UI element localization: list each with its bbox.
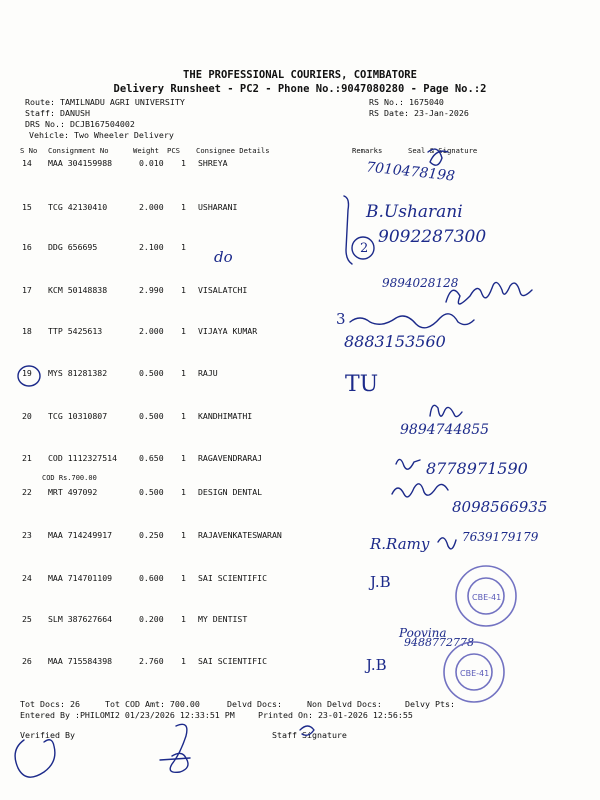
row-weight: 2.100 [139,242,164,252]
col-consignment: Consignment No [48,146,109,155]
signature-stroke [160,758,190,760]
row-consignment: MAA 714701109 [48,573,113,583]
signature-stroke [438,538,456,549]
delivered-docs: Delvd Docs: [227,699,282,709]
signature-stroke [396,459,420,469]
col-seal-signature: Seal & Signature [408,146,478,155]
row-weight: 0.200 [139,614,164,624]
row-consignee: VISALATCHI [198,285,248,295]
cod-amount-note: COD Rs.700.00 [42,474,97,482]
row-weight: 0.500 [139,487,164,497]
row-pcs: 1 [181,285,186,295]
handwritten-phone: 9488772778 [404,636,474,649]
col-sno: S No [20,146,38,155]
circle-stroke [18,366,40,386]
handwritten-phone: 9894744855 [400,422,490,438]
row-weight: 0.650 [139,453,164,463]
row-pcs: 1 [181,368,186,378]
row-consignee: MY DENTIST [198,614,248,624]
row-consignment: DDG 656695 [48,242,98,252]
staff-label: Staff: DANUSH [25,108,90,118]
staff-signature-label: Staff Signature [272,730,347,740]
signature-stroke [446,282,532,304]
rs-date: RS Date: 23-Jan-2026 [369,108,469,118]
handwritten-phone: 9894028128 [382,276,459,290]
signature-stroke [15,740,55,777]
handwritten-name: B.Usharani [366,202,463,222]
handwritten-phone: 7639179179 [462,530,539,544]
row-weight: 0.500 [139,411,164,421]
row-consignment: MRT 497092 [48,487,98,497]
handwritten-signature: TU [345,372,379,397]
company-title: THE PROFESSIONAL COURIERS, COIMBATORE [183,69,417,81]
row-consignment: MAA 714249917 [48,530,113,540]
row-consignment: SLM 387627664 [48,614,113,624]
row-consignment: MYS 81281382 [48,368,108,378]
row-consignee: RAJU [198,368,218,378]
handwritten-name: J.B [366,656,387,674]
row-pcs: 1 [181,158,186,168]
row-pcs: 1 [181,573,186,583]
total-cod-amount: Tot COD Amt: 700.00 [105,699,200,709]
verified-by-label: Verified By [20,730,75,740]
route-label: Route: TAMILNADU AGRI UNIVERSITY [25,97,185,107]
row-pcs: 1 [181,656,186,666]
handwritten-name: R.Ramy [370,535,430,553]
entered-by: Entered By :PHILOMI2 01/23/2026 12:33:51 PM [20,710,235,720]
row-sno: 26 [22,656,32,666]
total-docs: Tot Docs: 26 [20,699,80,709]
rs-number: RS No.: 1675040 [369,97,444,107]
row-consignee: USHARANI [198,202,238,212]
row-pcs: 1 [181,242,186,252]
row-weight: 2.000 [139,326,164,336]
row-pcs: 1 [181,326,186,336]
non-delivered-docs: Non Delvd Docs: [307,699,382,709]
signature-stroke [350,314,474,328]
row-pcs: 1 [181,411,186,421]
row-consignment: MAA 715584398 [48,656,113,666]
printed-on: Printed On: 23-01-2026 12:56:55 [258,710,413,720]
delivery-points: Delvy Pts: [405,699,455,709]
row-sno: 20 [22,411,32,421]
signature-stroke [300,726,314,735]
signature-stroke [428,149,448,165]
row-sno: 24 [22,573,32,583]
handwritten-name: Poovina [399,626,447,640]
col-remarks: Remarks [352,146,383,155]
row-weight: 0.010 [139,158,164,168]
row-consignee: VIJAYA KUMAR [198,326,258,336]
row-pcs: 1 [181,530,186,540]
runsheet-subtitle: Delivery Runsheet - PC2 - Phone No.:9047080280 - Page No.:2 [113,83,487,95]
row-sno: 23 [22,530,32,540]
row-weight: 2.760 [139,656,164,666]
row-sno: 25 [22,614,32,624]
row-consignment: COD 1112327514 [48,453,118,463]
row-weight: 0.250 [139,530,164,540]
handwritten-phone: 8883153560 [344,332,446,351]
row-weight: 0.600 [139,573,164,583]
row-sno: 15 [22,202,32,212]
row-consignee: RAGAVENDRARAJ [198,453,263,463]
row-consignment: TTP 5425613 [48,326,103,336]
row-consignment: KCM 50148838 [48,285,108,295]
row-weight: 0.500 [139,368,164,378]
col-pcs: PCS [167,146,180,155]
row-consignee: KANDHIMATHI [198,411,253,421]
row-consignment: TCG 10310807 [48,411,108,421]
row-consignee: DESIGN DENTAL [198,487,263,497]
drs-label: DRS No.: DCJB167504002 [25,119,135,129]
handwritten-phone: 9092287300 [378,227,487,247]
row-consignee: SAI SCIENTIFIC [198,573,268,583]
vehicle-label: Vehicle: Two Wheeler Delivery [29,130,174,140]
row-sno: 21 [22,453,32,463]
row-pcs: 1 [181,614,186,624]
row-pcs: 1 [181,202,186,212]
row-consignment: TCG 42130410 [48,202,108,212]
col-weight: Weight [133,146,159,155]
row-sno: 14 [22,158,32,168]
signature-stroke [430,405,462,416]
row-weight: 2.000 [139,202,164,212]
stamp-code: CBE-41 [472,593,502,602]
signature-stroke [170,724,188,772]
circled-number: 2 [360,241,369,256]
row-weight: 2.990 [139,285,164,295]
row-sno: 16 [22,242,32,252]
row-sno: 17 [22,285,32,295]
signature-stroke [392,484,448,497]
handwritten-phone: 8098566935 [452,498,548,516]
row-consignment: MAA 304159988 [48,158,113,168]
row-consignee: SHREYA [198,158,228,168]
row-pcs: 1 [181,487,186,497]
handwritten-ditto: do [214,248,233,266]
row-pcs: 1 [181,453,186,463]
row-consignee: SAI SCIENTIFIC [198,656,268,666]
handwritten-count: 3 [336,310,346,328]
handwritten-phone: 8778971590 [426,459,528,478]
row-consignee: RAJAVENKATESWARAN [198,530,282,540]
handwritten-phone: 7010478198 [365,159,456,185]
handwritten-name: J.B [370,573,391,591]
stamp-code: CBE-41 [460,669,490,678]
row-sno: 18 [22,326,32,336]
bracket-stroke [344,196,352,264]
circle-stroke [352,237,374,259]
row-sno: 19 [22,368,32,378]
col-consignee: Consignee Details [196,146,270,155]
row-sno: 22 [22,487,32,497]
